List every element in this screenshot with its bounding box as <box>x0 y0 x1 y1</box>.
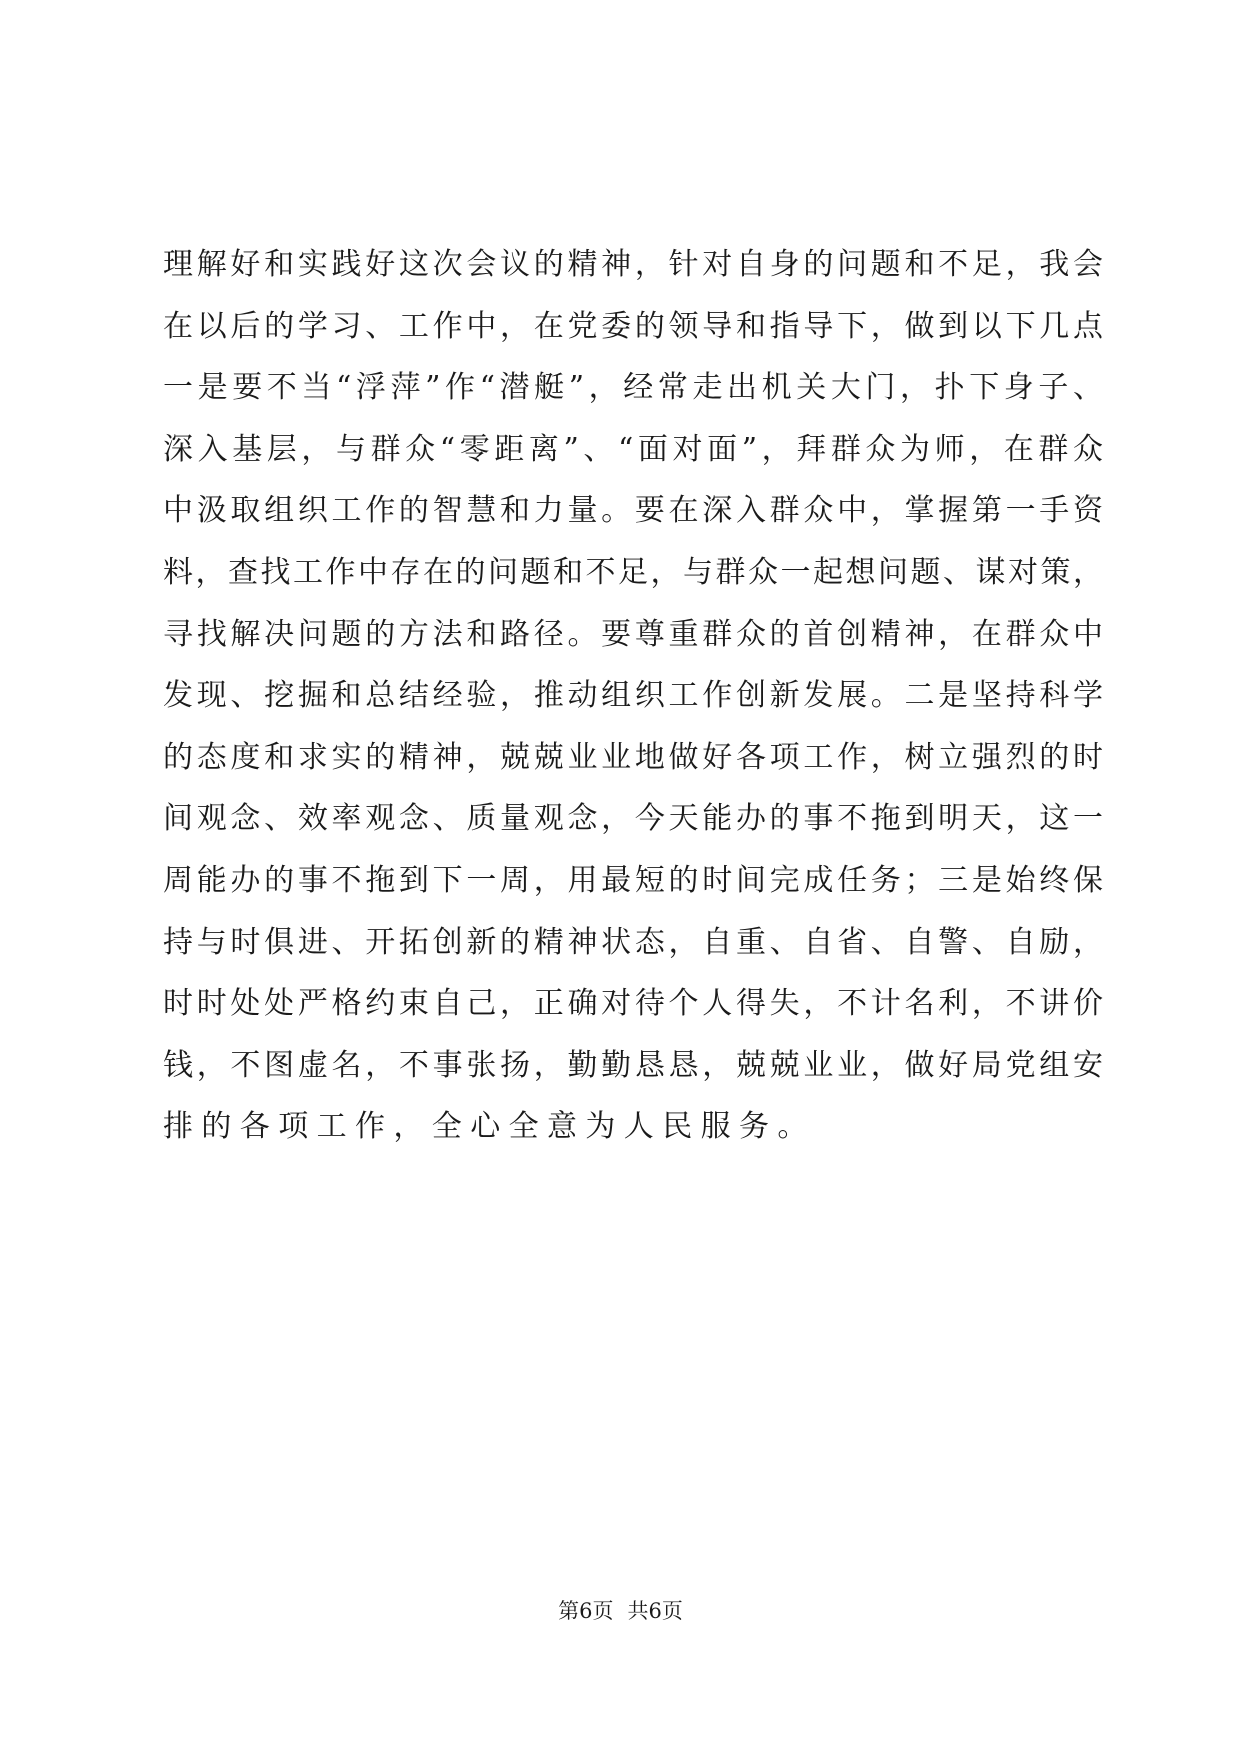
text-line: 料，查找工作中存在的问题和不足，与群众一起想问题、谋对策， <box>163 554 1103 590</box>
text-line: 寻找解决问题的方法和路径。要尊重群众的首创精神，在群众中 <box>163 616 1103 652</box>
page-number: 第6页 <box>558 1599 614 1623</box>
text-line: 时时处处严格约束自己，正确对待个人得失，不计名利，不讲价 <box>163 986 1103 1022</box>
body-paragraph <box>163 234 1103 1158</box>
text-line: 理解好和实践好这次会议的精神，针对自身的问题和不足，我会 <box>163 247 1103 282</box>
page-total: 共6页 <box>627 1599 683 1623</box>
text-line: 在以后的学习、工作中，在党委的领导和指导下，做到以下几点 <box>163 308 1103 344</box>
page-footer <box>0 1596 1241 1626</box>
text-line: 发现、挖掘和总结经验，推动组织工作创新发展。二是坚持科学 <box>163 678 1103 714</box>
text-line: 间观念、效率观念、质量观念，今天能办的事不拖到明天，这一 <box>163 801 1103 837</box>
text-line: 持与时俱进、开拓创新的精神状态，自重、自省、自警、自励， <box>163 924 1103 960</box>
text-line: 一是要不当“浮萍”作“潜艇”，经常走出机关大门，扑下身子、 <box>163 370 1103 406</box>
text-line: 中汲取组织工作的智慧和力量。要在深入群众中，掌握第一手资 <box>163 493 1103 529</box>
text-line: 钱，不图虚名，不事张扬，勤勤恳恳，兢兢业业，做好局党组安 <box>163 1047 1103 1083</box>
text-line: 深入基层，与群众“零距离”、“面对面”，拜群众为师，在群众 <box>163 431 1103 467</box>
text-line: 的态度和求实的精神，兢兢业业地做好各项工作，树立强烈的时 <box>163 739 1103 775</box>
text-line: 排的各项工作，全心全意为人民服务。 <box>163 1109 816 1145</box>
text-line: 周能办的事不拖到下一周，用最短的时间完成任务；三是始终保 <box>163 862 1103 898</box>
